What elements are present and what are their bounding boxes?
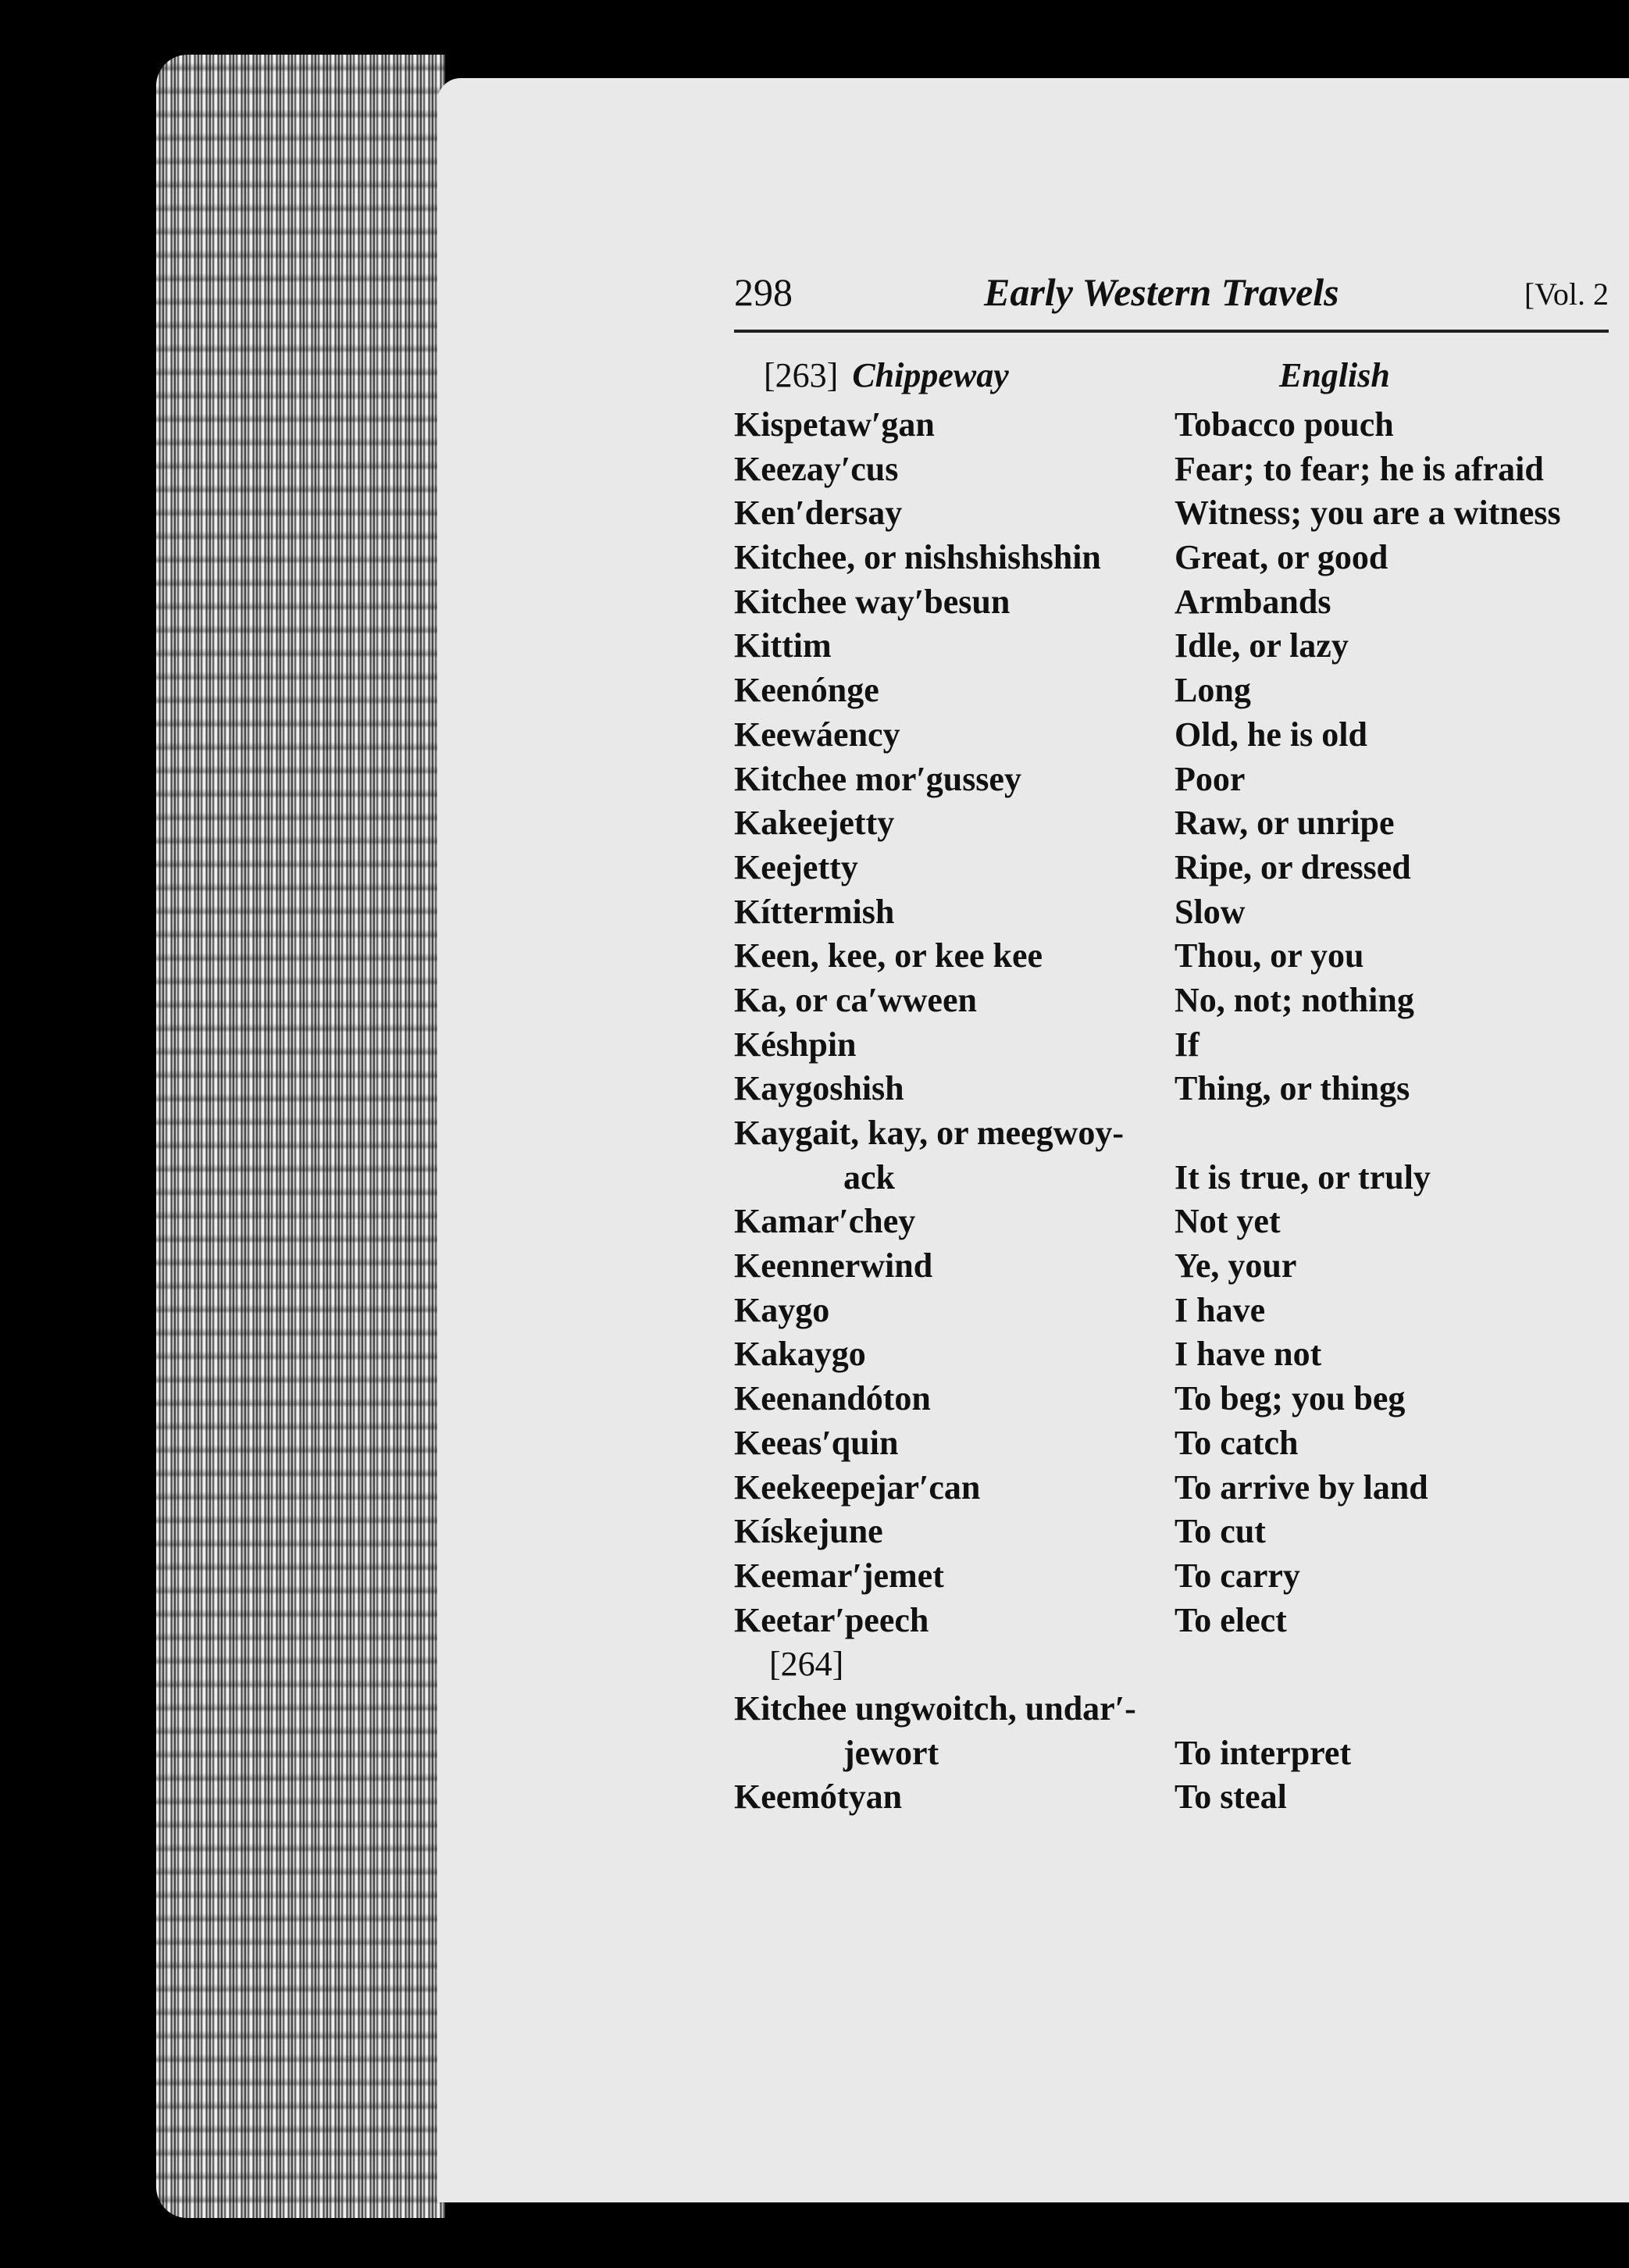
list-item	[734, 1600, 1624, 1645]
english-gloss: To cut	[1175, 1512, 1266, 1551]
english-gloss: Thing, or things	[1175, 1069, 1410, 1108]
english-gloss: Old, he is old	[1175, 715, 1367, 754]
list-item	[734, 670, 1624, 715]
english-gloss: Thou, or you	[1175, 936, 1364, 975]
chippeway-word: Keetar′peech	[734, 1600, 929, 1639]
volume-label: [Vol. 2	[1524, 276, 1609, 312]
header-rule	[734, 330, 1609, 333]
list-item	[734, 1423, 1624, 1467]
list-item	[734, 1068, 1624, 1113]
english-gloss: To interpret	[1175, 1733, 1352, 1772]
chippeway-word: Kaygait, kay, or meegwoy-	[734, 1114, 1125, 1152]
list-item	[734, 1246, 1624, 1290]
english-gloss: To catch	[1175, 1423, 1299, 1462]
list-item	[734, 1378, 1624, 1423]
chippeway-word: Késhpin	[734, 1025, 857, 1064]
chippeway-word: Kitchee mor′gussey	[734, 759, 1021, 798]
english-gloss: I have	[1175, 1290, 1266, 1329]
list-item	[734, 1511, 1624, 1556]
list-item	[734, 1157, 1624, 1202]
english-gloss: I have not	[1175, 1335, 1322, 1374]
list-item	[734, 1025, 1624, 1069]
chippeway-word: Kískejune	[734, 1512, 883, 1551]
english-gloss: Ye, your	[1175, 1246, 1297, 1286]
list-item	[734, 847, 1624, 892]
chippeway-word: Keezay′cus	[734, 449, 899, 488]
english-gloss: To arrive by land	[1175, 1467, 1428, 1507]
english-gloss: To beg; you beg	[1175, 1379, 1406, 1418]
vocabulary-list	[734, 405, 1624, 1821]
list-item	[734, 1644, 1624, 1689]
chippeway-word: Keenónge	[734, 671, 879, 710]
chippeway-word: Ken′dersay	[734, 494, 903, 533]
chippeway-word: Kitchee way′besun	[734, 582, 1011, 621]
list-item	[734, 1467, 1624, 1512]
chippeway-label: Chippeway	[852, 356, 1009, 394]
list-item	[734, 892, 1624, 936]
english-gloss: Fear; to fear; he is afraid	[1175, 449, 1544, 488]
english-gloss: No, not; nothing	[1175, 980, 1414, 1019]
list-item	[734, 626, 1624, 670]
page-number: 298	[734, 270, 793, 314]
english-gloss: To carry	[1175, 1556, 1300, 1595]
list-item	[734, 715, 1624, 759]
english-gloss: Armbands	[1175, 582, 1331, 621]
list-item	[734, 1733, 1624, 1778]
english-gloss: To elect	[1175, 1600, 1287, 1639]
english-gloss: Ripe, or dressed	[1175, 847, 1411, 886]
chippeway-word: Kaygo	[734, 1290, 830, 1329]
list-item	[734, 759, 1624, 804]
list-item	[734, 582, 1624, 626]
list-item	[734, 405, 1624, 449]
chippeway-word: Keemar′jemet	[734, 1556, 944, 1595]
english-gloss: Witness; you are a witness	[1175, 494, 1561, 533]
english-gloss: Poor	[1175, 759, 1246, 798]
list-item	[734, 1689, 1624, 1733]
english-gloss: Great, or good	[1175, 538, 1388, 577]
list-item	[734, 1201, 1624, 1246]
column-headings	[0, 355, 1629, 402]
chippeway-word: Kispetaw′gan	[734, 405, 935, 444]
chippeway-word: Keen, kee, or kee kee	[734, 936, 1043, 975]
english-gloss: Long	[1175, 671, 1251, 710]
book-title: Early Western Travels	[984, 270, 1339, 314]
english-gloss: Idle, or lazy	[1175, 626, 1349, 665]
english-gloss: Tobacco pouch	[1175, 405, 1394, 444]
chippeway-word: Keekeepejar′can	[734, 1467, 981, 1507]
english-gloss: If	[1175, 1025, 1199, 1064]
list-item	[734, 1334, 1624, 1378]
list-item	[734, 1290, 1624, 1335]
chippeway-word: Kíttermish	[734, 892, 895, 931]
list-item	[734, 493, 1624, 537]
english-gloss: Not yet	[1175, 1202, 1281, 1241]
chippeway-word: Ka, or ca′wween	[734, 980, 977, 1019]
list-item	[734, 936, 1624, 980]
list-item	[734, 1777, 1624, 1821]
english-gloss: Raw, or unripe	[1175, 804, 1395, 843]
chippeway-word: Keewáency	[734, 715, 900, 754]
running-head	[734, 269, 1609, 332]
chippeway-word-continuation: ack	[843, 1157, 895, 1196]
list-item	[734, 803, 1624, 847]
english-gloss: It is true, or truly	[1175, 1157, 1431, 1196]
chippeway-word: Kaygoshish	[734, 1069, 904, 1108]
chippeway-word: Kitchee, or nishshishshin	[734, 538, 1101, 577]
english-gloss: To steal	[1175, 1778, 1287, 1817]
chippeway-word: Kamar′chey	[734, 1202, 916, 1241]
column-heading-english: English	[1279, 356, 1390, 394]
page-marker: [264]	[769, 1645, 844, 1684]
chippeway-word: Keejetty	[734, 847, 858, 886]
list-item	[734, 449, 1624, 494]
chippeway-word: Kitchee ungwoitch, undar′-	[734, 1689, 1136, 1728]
list-item	[734, 1113, 1624, 1157]
chippeway-word: Keennerwind	[734, 1246, 933, 1286]
chippeway-word: Keenandóton	[734, 1379, 931, 1418]
english-gloss: Slow	[1175, 892, 1246, 931]
page-marker: [263]	[764, 356, 839, 394]
chippeway-word: Kittim	[734, 626, 832, 665]
chippeway-word-continuation: jewort	[843, 1733, 939, 1772]
list-item	[734, 980, 1624, 1025]
column-heading-chippeway	[764, 355, 1009, 395]
chippeway-word: Kakaygo	[734, 1335, 866, 1374]
chippeway-word: Kakeejetty	[734, 804, 895, 843]
list-item	[734, 537, 1624, 582]
chippeway-word: Keemótyan	[734, 1778, 903, 1817]
list-item	[734, 1556, 1624, 1600]
chippeway-word: Keeas′quin	[734, 1423, 899, 1462]
